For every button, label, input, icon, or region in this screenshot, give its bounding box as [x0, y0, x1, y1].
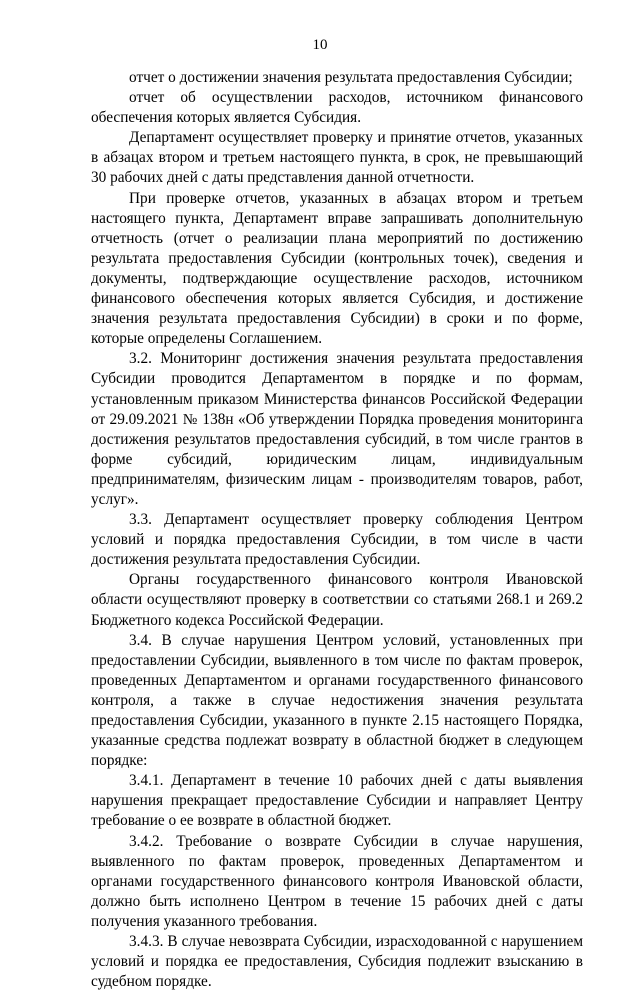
paragraph: 3.4. В случае нарушения Центром условий, установленных при предоставлении Субсидии, выявленного в том числе по фактам проверок, проведенных Департаментом и органами государственного финансового контроля, а также в случае недостижения значения результата предоставления Субсидии, указанного в пункте 2.15 настоящего Порядка, указанные средства подлежат возврату в областной бюджет в следующем порядке:: [91, 631, 583, 770]
page-number: 10: [312, 37, 328, 53]
paragraph: Департамент осуществляет проверку и принятие отчетов, указанных в абзацах втором и третьем настоящего пункта, в срок, не превышающий 30 рабочих дней с даты представления данной отчетности.: [91, 129, 583, 187]
paragraph: отчет о достижении значения результата предоставления Субсидии;: [129, 69, 573, 86]
paragraph: 3.2. Мониторинг достижения значения результата предоставления Субсидии проводится Департаментом в порядке и по формам, установленным приказом Министерства финансов Российской Федерации от 29.09.2021 № 138н «Об утверждении Порядка проведения мониторинга достижения результатов предоставления субсидий, в том числе грантов в форме субсидий, юридическим лицам, индивидуальным предпринимателям, физическим лицам - производителям товаров, работ, услуг».: [91, 350, 583, 508]
paragraph: 3.4.2. Требование о возврате Субсидии в случае нарушения, выявленного по фактам проверок, проведенных Департаментом и органами государственного финансового контроля Ивановской области, должно быть исполнено Центром в течение 15 рабочих дней с даты получения указанного требования.: [91, 832, 583, 930]
paragraph: 3.3. Департамент осуществляет проверку соблюдения Центром условий и порядка предоставления Субсидии, в том числе в части достижения результата предоставления Субсидии.: [91, 511, 583, 569]
document-body: [91, 68, 583, 992]
paragraph: 3.4.3. В случае невозврата Субсидии, израсходованной с нарушением условий и порядка ее предоставления, Субсидия подлежит взысканию в судебном порядке.: [91, 933, 583, 991]
paragraph: Органы государственного финансового контроля Ивановской области осуществляют проверку в соответствии со статьями 268.1 и 269.2 Бюджетного кодекса Российской Федерации.: [91, 571, 583, 629]
paragraph: При проверке отчетов, указанных в абзацах втором и третьем настоящего пункта, Департамент вправе запрашивать дополнительную отчетность (отчет о реализации плана мероприятий по достижению результата предоставления Субсидии (контрольных точек), сведения и документы, подтверждающие осуществление расходов, источником финансового обеспечения которых является Субсидия, и достижение значения результата предоставления Субсидии) в сроки и по форме, которые определены Соглашением.: [91, 189, 583, 348]
paragraph: отчет об осуществлении расходов, источником финансового обеспечения которых является Субсидия.: [91, 89, 583, 127]
paragraph: 3.4.1. Департамент в течение 10 рабочих дней с даты выявления нарушения прекращает предоставление Субсидии и направляет Центру требование о ее возврате в областной бюджет.: [91, 772, 583, 830]
